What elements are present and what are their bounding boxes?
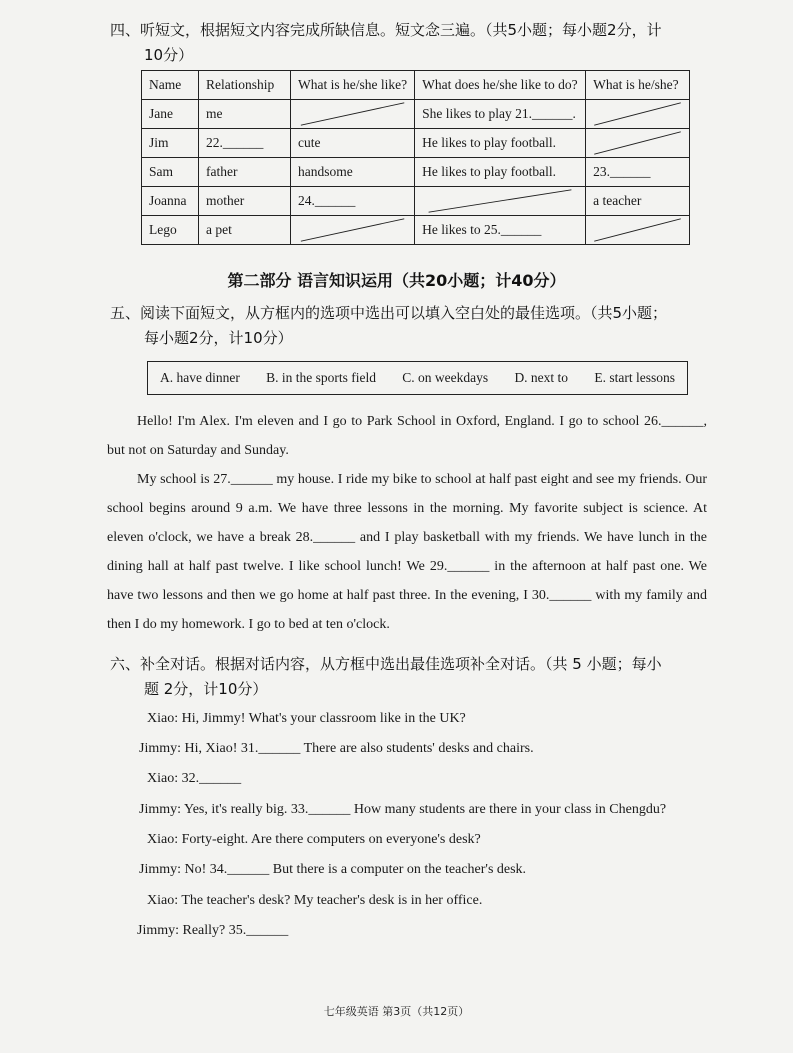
cell: 23.______ <box>586 158 690 187</box>
cell: 24.______ <box>291 187 415 216</box>
dialogue-line: Jimmy: Yes, it's really big. 33.______ How many students are there in your class in Chengdu? <box>139 802 667 817</box>
dialogue-line: Xiao: Forty-eight. Are there computers on everyone's desk? <box>147 832 481 847</box>
listening-table <box>141 70 690 245</box>
cell: 22.______ <box>199 129 291 158</box>
passage-paragraph-1: Hello! I'm Alex. I'm eleven and I go to Park School in Oxford, England. I go to school 26.______, but not on Saturday and Sunday. <box>107 414 707 458</box>
page-footer: 七年级英语 第3页（共12页） <box>323 1005 470 1018</box>
dialogue-line: Jimmy: Really? 35.______ <box>137 923 289 938</box>
option-a: A. have dinner <box>160 370 240 385</box>
part2-title: 第二部分 语言知识运用（共20小题；计40分） <box>227 271 566 290</box>
section6-heading-line1: 六、补全对话。根据对话内容，从方框中选出最佳选项补全对话。（共 5 小题；每小 <box>110 655 662 673</box>
section4-heading-line2: 10分） <box>144 46 194 64</box>
section4-heading-line1: 四、听短文，根据短文内容完成所缺信息。短文念三遍。（共5小题；每小题2分，计 <box>110 21 662 39</box>
table-row <box>142 187 690 216</box>
dialogue-line: Jimmy: No! 34.______ But there is a computer on the teacher's desk. <box>139 862 527 877</box>
cell: Lego <box>142 216 199 245</box>
option-d: D. next to <box>514 370 569 385</box>
cell: mother <box>199 187 291 216</box>
cell: Joanna <box>142 187 199 216</box>
table-row <box>142 129 690 158</box>
table-row <box>142 216 690 245</box>
section6-heading-line2: 题 2分，计10分） <box>144 680 268 698</box>
option-b: B. in the sports field <box>266 370 377 385</box>
header-job: What is he/she? <box>586 71 690 100</box>
cell: He likes to play football. <box>415 129 586 158</box>
cell: He likes to 25.______ <box>415 216 586 245</box>
cell: father <box>199 158 291 187</box>
cell: Jim <box>142 129 199 158</box>
cell: a teacher <box>586 187 690 216</box>
table-header-row <box>142 71 690 100</box>
dialogue-line: Xiao: 32.______ <box>147 771 242 786</box>
reading-passage <box>107 407 707 639</box>
option-e: E. start lessons <box>594 370 675 385</box>
cell: Jane <box>142 100 199 129</box>
header-relationship: Relationship <box>199 71 291 100</box>
cell: He likes to play football. <box>415 158 586 187</box>
cell-struck <box>586 216 690 245</box>
dialogue-line: Jimmy: Hi, Xiao! 31.______ There are also students' desks and chairs. <box>139 741 534 756</box>
dialogue-line: Xiao: Hi, Jimmy! What's your classroom like in the UK? <box>147 711 466 726</box>
cell-struck <box>291 216 415 245</box>
header-like-to-do: What does he/she like to do? <box>415 71 586 100</box>
section5-heading-line2: 每小题2分，计10分） <box>144 329 293 347</box>
section4-heading <box>110 18 710 68</box>
cell: a pet <box>199 216 291 245</box>
section6-heading <box>110 652 720 702</box>
section5-heading-line1: 五、阅读下面短文，从方框内的选项中选出可以填入空白处的最佳选项。（共5小题； <box>110 304 668 322</box>
cell-struck <box>291 100 415 129</box>
option-c: C. on weekdays <box>402 370 489 385</box>
cell: Sam <box>142 158 199 187</box>
header-like: What is he/she like? <box>291 71 415 100</box>
cell: cute <box>291 129 415 158</box>
table-row <box>142 158 690 187</box>
cell-struck <box>415 187 586 216</box>
cell: She likes to play 21.______. <box>415 100 586 129</box>
dialogue-line: Xiao: The teacher's desk? My teacher's desk is in her office. <box>147 893 483 908</box>
table-row <box>142 100 690 129</box>
section5-heading <box>110 301 710 351</box>
options-box <box>147 361 688 395</box>
cell-struck <box>586 100 690 129</box>
header-name: Name <box>142 71 199 100</box>
cell-struck <box>586 129 690 158</box>
cell: me <box>199 100 291 129</box>
passage-paragraph-2: My school is 27.______ my house. I ride my bike to school at half past eight and see my friends. Our school begins around 9 a.m. We have three lessons in the morning. My favorite subject is science. At eleven o'clock, we have a break 28.______ and I play basketball with my friends. We have lunch in the dining hall at half past twelve. I like school lunch! We 29.______ in the afternoon at half past one. We have two lessons and then we go home at half past three. In the evening, I 30.______ with my family and then I do my homework. I go to bed at ten o'clock. <box>107 472 707 632</box>
cell: handsome <box>291 158 415 187</box>
